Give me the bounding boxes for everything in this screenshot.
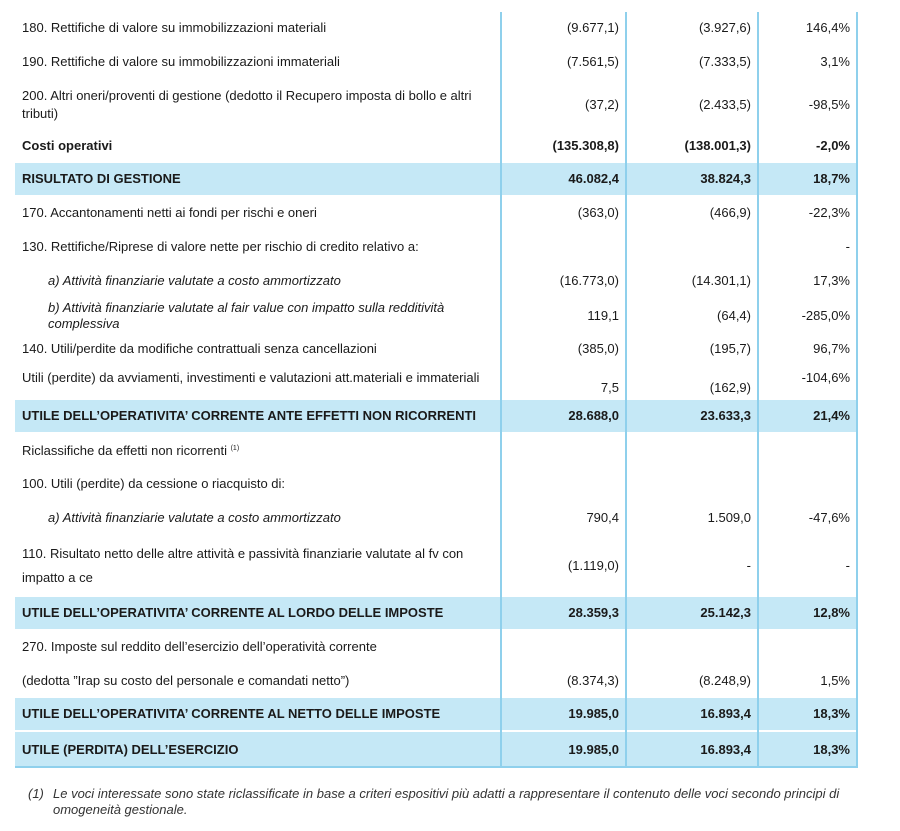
- value-col-1: 790,4: [586, 510, 619, 525]
- value-col-3: 21,4%: [813, 408, 850, 423]
- footnote: [28, 786, 873, 818]
- value-col-3: 96,7%: [813, 341, 850, 356]
- value-col-2: (466,9): [709, 205, 751, 220]
- value-col-1: 28.359,3: [568, 605, 619, 620]
- value-col-2: (195,7): [709, 341, 751, 356]
- table-row: [15, 80, 858, 130]
- value-col-3: 12,8%: [813, 605, 850, 620]
- value-col-2: -: [746, 558, 751, 573]
- value-col-3: 3,1%: [820, 54, 850, 69]
- table-row-total: [15, 400, 858, 432]
- row-label: 270. Imposte sul reddito dell’esercizio dell’operatività corrente: [22, 639, 377, 654]
- value-col-1: (8.374,3): [566, 673, 619, 688]
- value-col-2: (3.927,6): [698, 20, 751, 35]
- value-col-3: -47,6%: [808, 510, 850, 525]
- table-row: [15, 265, 858, 297]
- value-col-2: 16.893,4: [700, 706, 751, 721]
- value-col-3: 18,3%: [813, 741, 850, 757]
- value-col-1: (37,2): [585, 97, 619, 112]
- table-border-bottom: [15, 766, 858, 768]
- value-col-3: 146,4%: [805, 20, 850, 35]
- table-row: [15, 434, 858, 466]
- table-row: [15, 468, 858, 500]
- table-row: [15, 665, 858, 697]
- column-divider: [757, 12, 759, 767]
- value-col-1: (385,0): [577, 341, 619, 356]
- value-col-3: -22,3%: [808, 205, 850, 220]
- value-col-3: -104,6%: [801, 370, 850, 385]
- row-label: 200. Altri oneri/proventi di gestione (dedotto il Recupero imposta di bollo e altri tributi): [22, 88, 472, 121]
- value-col-3: 1,5%: [820, 673, 850, 688]
- row-label: 170. Accantonamenti netti ai fondi per rischi e oneri: [22, 205, 317, 220]
- table-row: [15, 334, 858, 364]
- column-divider: [500, 12, 502, 767]
- row-label: 180. Rettifiche di valore su immobilizzazioni materiali: [22, 20, 327, 35]
- row-label: [15, 438, 501, 462]
- value-col-1: (363,0): [577, 205, 619, 220]
- table-row: [15, 298, 858, 334]
- value-col-1: (7.561,5): [566, 54, 619, 69]
- row-label: UTILE (PERDITA) DELL’ESERCIZIO: [22, 741, 239, 757]
- value-col-3: -285,0%: [801, 308, 850, 323]
- row-label: 130. Rettifiche/Riprese di valore nette per rischio di credito relativo a:: [22, 239, 419, 254]
- row-label: 190. Rettifiche di valore su immobilizzazioni immateriali: [22, 54, 340, 69]
- value-col-2: (8.248,9): [698, 673, 751, 688]
- value-col-3: 18,7%: [813, 171, 850, 186]
- row-label: 110. Risultato netto delle altre attività e passività finanziarie valutate al fv con impatto a ce: [22, 546, 464, 585]
- value-col-3: -: [845, 558, 850, 573]
- value-col-2: (14.301,1): [691, 273, 751, 288]
- table-border-right: [856, 12, 858, 767]
- value-col-1: (9.677,1): [566, 20, 619, 35]
- value-col-2: 1.509,0: [707, 510, 751, 525]
- value-col-3: 18,3%: [813, 706, 850, 721]
- value-col-3: -: [845, 239, 850, 254]
- value-col-1: (135.308,8): [552, 138, 619, 153]
- row-label: UTILE DELL’OPERATIVITA’ CORRENTE AL LORDO DELLE IMPOSTE: [22, 605, 444, 620]
- row-label: [15, 367, 501, 399]
- footnote-text: Le voci interessate sono state riclassificate in base a criteri espositivi più adatti a rappresentare il contenuto delle voci secondo principi di omogeneità gestionale.: [53, 786, 840, 817]
- table-row: [15, 197, 858, 229]
- value-col-1: 28.688,0: [568, 408, 619, 423]
- value-col-1: 19.985,0: [568, 706, 619, 721]
- table-row: [15, 502, 858, 534]
- table-row-total: [15, 163, 858, 195]
- value-col-3: 17,3%: [813, 273, 850, 288]
- table-row-total: [15, 698, 858, 730]
- row-label: UTILE DELL’OPERATIVITA’ CORRENTE ANTE EFFETTI NON RICORRENTI: [22, 408, 477, 423]
- value-col-1: (1.119,0): [567, 558, 619, 573]
- row-label-text: Riclassifiche da effetti non ricorrenti: [22, 443, 227, 458]
- value-col-2: 25.142,3: [700, 605, 751, 620]
- value-col-1: (16.773,0): [559, 273, 619, 288]
- table-row: [15, 367, 858, 399]
- value-col-1: 19.985,0: [568, 741, 619, 757]
- table-row: [15, 46, 858, 78]
- column-divider: [625, 12, 627, 767]
- row-label: 100. Utili (perdite) da cessione o riacquisto di:: [22, 476, 286, 491]
- value-col-1: 119,1: [587, 308, 619, 323]
- value-col-2: 23.633,3: [700, 408, 751, 423]
- footnote-reference: (1): [230, 445, 240, 452]
- row-label: a) Attività finanziarie valutate a costo ammortizzato: [48, 273, 341, 288]
- value-col-1: 46.082,4: [568, 171, 619, 186]
- value-col-2: (64,4): [717, 308, 751, 323]
- row-label: Costi operativi: [22, 138, 113, 153]
- value-col-2: (162,9): [709, 380, 751, 395]
- table-row-total: [15, 732, 858, 767]
- value-col-2: 38.824,3: [700, 171, 751, 186]
- table-row: [15, 231, 858, 263]
- value-col-2: (7.333,5): [698, 54, 751, 69]
- value-col-3: -2,0%: [816, 138, 850, 153]
- row-label: a) Attività finanziarie valutate a costo ammortizzato: [48, 510, 341, 525]
- value-col-3: -98,5%: [808, 97, 850, 112]
- value-col-1: 7,5: [600, 380, 619, 395]
- value-col-2: (2.433,5): [698, 97, 751, 112]
- row-label-text: Utili (perdite) da avviamenti, investimenti e valutazioni att.materiali e immateriali: [22, 370, 480, 385]
- row-label: b) Attività finanziarie valutate al fair value con impatto sulla redditività complessiva: [48, 300, 445, 331]
- table-row: [15, 130, 858, 162]
- table-row-total: [15, 597, 858, 629]
- row-label: 140. Utili/perdite da modifiche contrattuali senza cancellazioni: [22, 341, 377, 356]
- table-row: [15, 540, 858, 592]
- row-label: UTILE DELL’OPERATIVITA’ CORRENTE AL NETTO DELLE IMPOSTE: [22, 706, 441, 721]
- table-row: [15, 12, 858, 44]
- value-col-2: 16.893,4: [700, 741, 751, 757]
- row-label: (dedotta ”Irap su costo del personale e comandati netto”): [22, 673, 350, 688]
- value-col-2: (138.001,3): [684, 138, 751, 153]
- footnote-mark: (1): [28, 786, 44, 801]
- row-label: RISULTATO DI GESTIONE: [22, 171, 181, 186]
- table-row: [15, 631, 858, 663]
